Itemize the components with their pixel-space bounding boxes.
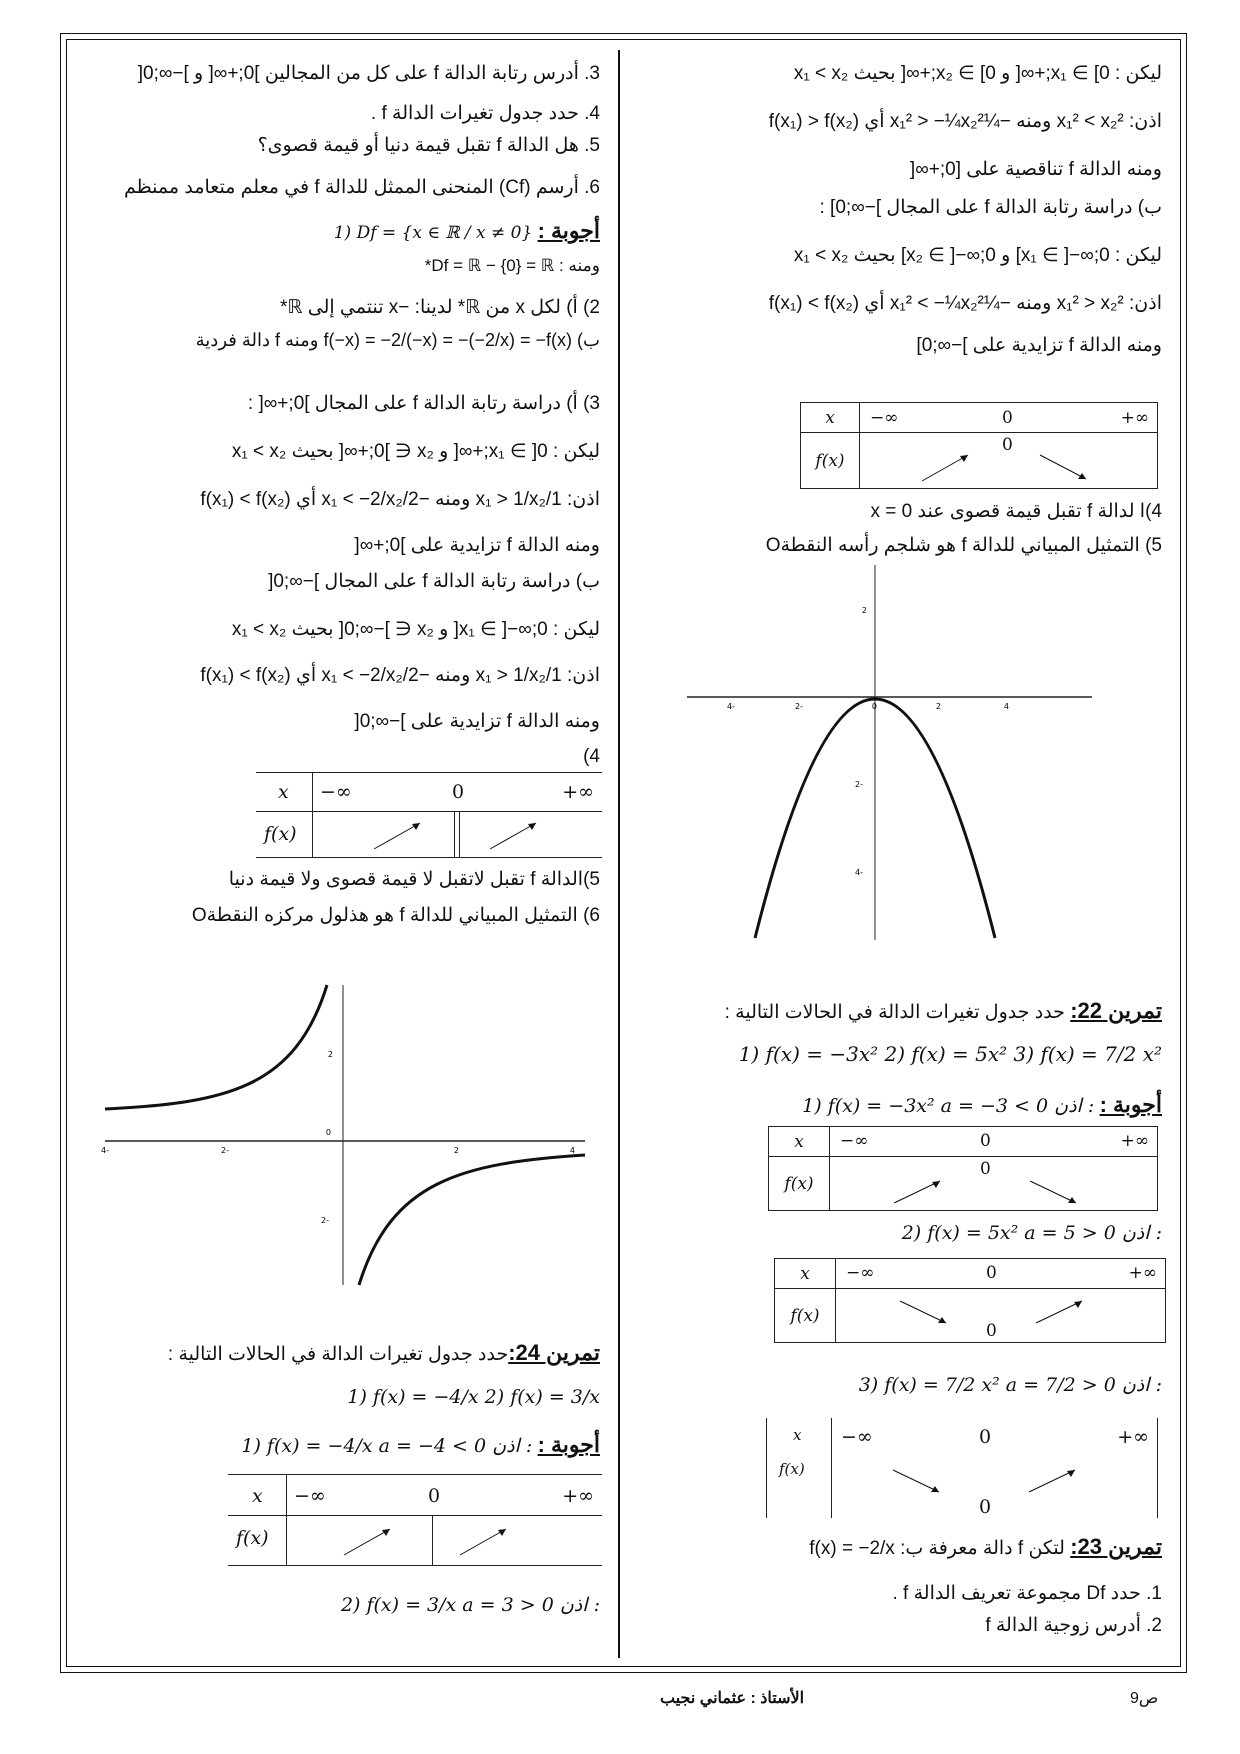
hyperbola-branch-right xyxy=(359,1155,585,1285)
text-line: ليكن : x₁ ∈ [0;+∞[ و x₂ ∈ [0;+∞[ بحيث x₁ < x₂ xyxy=(793,63,1162,84)
tick-label: 4 xyxy=(569,1146,575,1155)
text-line: ومنه الدالة f تزايدية على ]−∞;0[ xyxy=(354,711,600,732)
variation-arrows xyxy=(830,1157,1150,1211)
exercise-24-heading: تمرين 24:حدد جدول تغيرات الدالة في الحالات التالية : xyxy=(167,1340,600,1365)
tick-label: 4 xyxy=(1003,702,1009,711)
text-line: ب) دراسة رتابة الدالة f على المجال ]−∞;0[ xyxy=(268,571,600,592)
text-line: 4)ا لدالة f تقبل قيمة قصوى عند x = 0 xyxy=(870,501,1162,522)
tick-label: 2 xyxy=(327,1050,333,1059)
answer-2: 2) f(x) = 3/x a = 3 > 0 اذن : xyxy=(340,1594,600,1616)
question: 6. أرسم (Cf) المنحنى الممثل للدالة f في معلم متعامد ممنظم xyxy=(123,177,600,198)
answer-1: أجوبة : 1) f(x) = −4/x a = −4 < 0 اذن : xyxy=(241,1432,600,1457)
answer-3: 3) f(x) = 7/2 x² a = 7/2 > 0 اذن : xyxy=(858,1374,1162,1396)
text-line: اذن: x₁² < x₂² ومنه −¼x₁² > −¼x₂² أي f(x₁) > f(x₂) xyxy=(768,111,1162,132)
text-line: ليكن : x₁ ∈ ]0;+∞[ و x₂ ∈ ]0;+∞[ بحيث x₁ < x₂ xyxy=(231,441,600,462)
text-line: ليكن : x₁ ∈ ]−∞;0] و x₂ ∈ ]−∞;0] بحيث x₁ < x₂ xyxy=(793,245,1162,266)
text-line: 5)الدالة f تقبل لاتقبل لا قيمة قصوى ولا قيمة دنيا xyxy=(228,869,600,890)
tick-label: 0 xyxy=(871,702,877,711)
question: 2. أدرس زوجية الدالة f xyxy=(985,1615,1162,1636)
text-line: 6) التمثيل المبياني للدالة f هو هذلول مركزه النقطةO xyxy=(191,905,600,926)
text-line: ومنه الدالة f تناقصية على [0;+∞[ xyxy=(909,159,1162,180)
tick-label: 2 xyxy=(935,702,941,711)
question: 5. هل الدالة f تقبل قيمة دنيا أو قيمة قصوى؟ xyxy=(257,135,600,156)
tick-label: -4 xyxy=(101,1146,109,1155)
variation-table xyxy=(800,402,1158,489)
tick-label: 0 xyxy=(325,1128,331,1137)
exercise-22-heading: تمرين 22: حدد جدول تغيرات الدالة في الحالات التالية : xyxy=(724,998,1162,1023)
table-x-label: x xyxy=(801,403,860,433)
tick-label: 2 xyxy=(861,606,867,615)
variation-table: x −∞ 0 +∞ f(x) 0 xyxy=(768,1126,1158,1211)
right-column xyxy=(625,0,1170,1680)
variation-arrows xyxy=(228,1475,602,1565)
table-max-value: 0 xyxy=(1002,435,1013,455)
hyperbola-graph xyxy=(101,985,585,1285)
teacher-name: الأستاذ : عثماني نجيب xyxy=(660,1690,805,1707)
variation-arrows xyxy=(767,1418,1157,1518)
text-line: 3) أ) دراسة رتابة الدالة f على المجال ]0;+∞[ : xyxy=(247,393,600,414)
tick-label: -4 xyxy=(727,702,735,711)
page-number: ص9 xyxy=(1130,1690,1159,1707)
text-line: اذن: x₁² > x₂² ومنه −¼x₁² < −¼x₂² أي f(x₁) < f(x₂) xyxy=(768,293,1162,314)
exercise-22-cases: 1) f(x) = −3x² 2) f(x) = 5x² 3) f(x) = 7/2 x² xyxy=(738,1042,1162,1066)
table-pinf: +∞ xyxy=(1120,408,1149,428)
parabola-graph xyxy=(687,565,1092,940)
answer-2: 2) f(x) = 5x² a = 5 > 0 اذن : xyxy=(901,1222,1162,1244)
tick-label: -2 xyxy=(795,702,803,711)
table-fx-label: f(x) xyxy=(801,433,860,489)
answers-heading: أجوبة : 1) Df = {x ∈ ℝ / x ≠ 0} xyxy=(333,218,600,243)
text-line: ومنه الدالة f تزايدية على ]0;+∞[ xyxy=(354,535,600,556)
exercise-23-heading: تمرين 23: لتكن f دالة معرفة ب: f(x) = −2/x xyxy=(809,1534,1162,1559)
variation-arrows xyxy=(860,433,1160,489)
tick-label: -2 xyxy=(321,1216,329,1225)
text-line: ليكن : x₁ ∈ ]−∞;0[ و x₂ ∈ ]−∞;0[ بحيث x₁ < x₂ xyxy=(231,619,600,640)
table-minf: −∞ xyxy=(870,408,899,428)
text-line: 4) xyxy=(583,746,600,767)
variation-table-exercise-24: x f(x) −∞ 0 +∞ xyxy=(228,1474,602,1566)
answer-1: أجوبة : 1) f(x) = −3x² a = −3 < 0 اذن : xyxy=(802,1092,1162,1117)
table-zero: 0 xyxy=(1002,408,1013,428)
text-line: ومنه الدالة f تزايدية على ]−∞;0] xyxy=(916,335,1162,356)
hyperbola-branch-left xyxy=(105,985,327,1109)
text-line: اذن: 1/x₁ > 1/x₂ ومنه −2/x₁ < −2/x₂ أي f(x₁) < f(x₂) xyxy=(200,489,600,510)
variation-arrows xyxy=(256,773,602,857)
text-line: اذن: 1/x₁ > 1/x₂ ومنه −2/x₁ < −2/x₂ أي f(x₁) < f(x₂) xyxy=(200,665,600,686)
question: 1. حدد Df مجموعة تعريف الدالة f . xyxy=(892,1583,1162,1604)
tick-label: -2 xyxy=(855,780,863,789)
variation-table-hyperbola: x f(x) −∞ 0 +∞ xyxy=(256,772,602,858)
text-line: ب) دراسة رتابة الدالة f على المجال ]−∞;0] : xyxy=(819,197,1162,218)
variation-table-open: x f(x) −∞ 0 +∞ 0 xyxy=(766,1418,1158,1518)
question: 3. أدرس رتابة الدالة f على كل من المجالين ]0;+∞[ و ]−∞;0[ xyxy=(137,63,600,84)
variation-table: x −∞ 0 +∞ f(x) 0 xyxy=(774,1258,1166,1343)
text-line: ب) f(−x) = −2/(−x) = −(−2/x) = −f(x) ومنه f دالة فردية xyxy=(195,330,600,350)
text-line: 2) أ) لكل x من ℝ* لدينا: −x تنتمي إلى ℝ* xyxy=(280,297,600,318)
text-line: 5) التمثيل المبياني للدالة f هو شلجم رأسه النقطةO xyxy=(765,535,1162,556)
question: 4. حدد جدول تغيرات الدالة f . xyxy=(370,103,600,124)
text-line: ومنه : Df = ℝ − {0} = ℝ* xyxy=(424,256,600,275)
variation-arrows xyxy=(836,1289,1156,1343)
tick-label: 2 xyxy=(453,1146,459,1155)
tick-label: -4 xyxy=(855,868,863,877)
left-column xyxy=(75,0,610,1680)
column-divider xyxy=(618,50,620,1658)
exercise-24-cases: 1) f(x) = −4/x 2) f(x) = 3/x xyxy=(347,1386,600,1408)
tick-label: -2 xyxy=(221,1146,229,1155)
